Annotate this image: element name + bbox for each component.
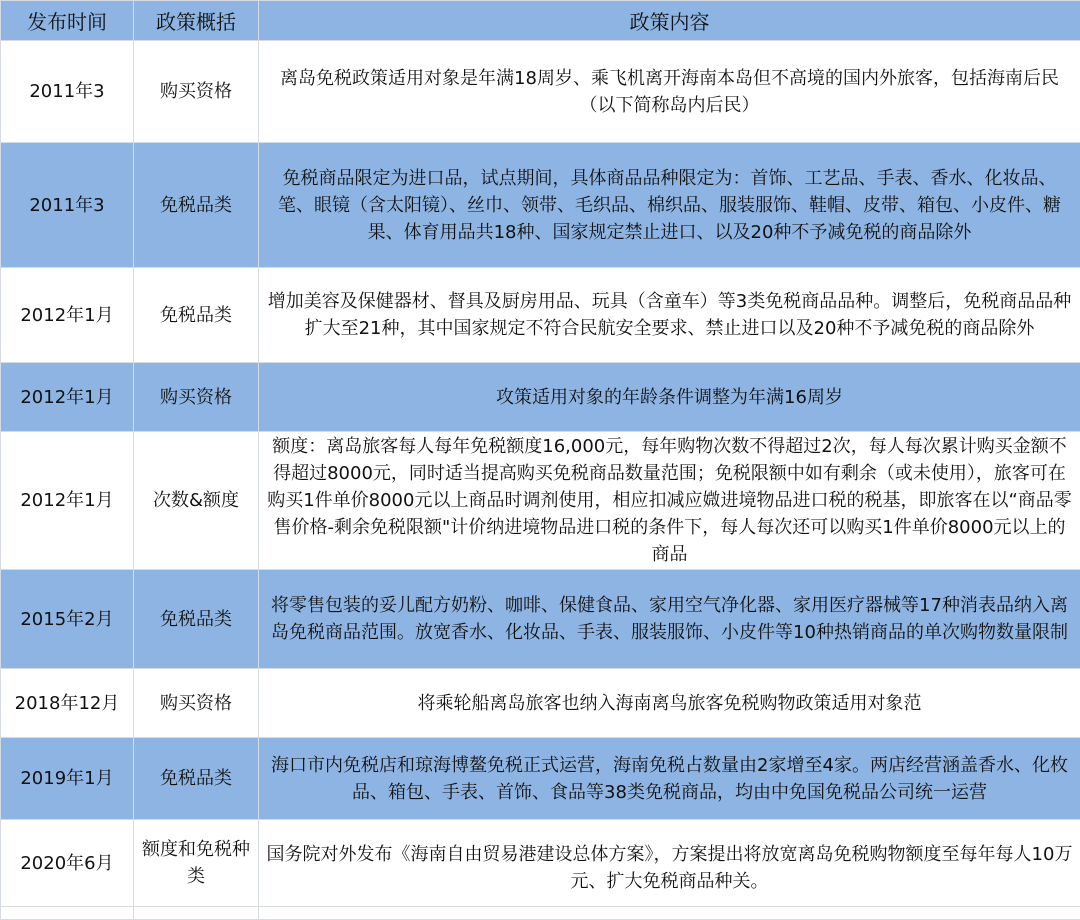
row-category: 购买资格 — [134, 41, 259, 143]
row-content: 将零售包装的妥儿配方奶粉、咖啡、保健食品、家用空气净化器、家用医疗器械等17种消表品纳入离岛免税商品范围。放宽香水、化妆品、手表、服装服饰、小皮件等10种热销商品的单次购物数量限制 — [259, 570, 1080, 669]
row-content: 增加美容及保健器材、督具及厨房用品、玩具（含童车）等3类免税商品品种。调整后，免税商品品种扩大至21种，其中国家规定不符合民航安全要求、禁止进口以及20种不予减免税的商品除外 — [259, 268, 1080, 363]
row-date-empty — [1, 907, 134, 920]
table-row — [1, 143, 1080, 268]
row-category: 免税品类 — [134, 738, 259, 820]
table-row-partial — [1, 907, 1080, 920]
table-row — [1, 738, 1080, 820]
row-category: 免税品类 — [134, 268, 259, 363]
row-category: 额度和免税种类 — [134, 820, 259, 907]
row-content: 国务院对外发布《海南自由贸易港建设总体方案》，方案提出将放宽离岛免税购物额度至每年每人10万元、扩大免税商品种关。 — [265, 841, 1074, 893]
row-category: 免税品类 — [134, 570, 259, 669]
row-date: 2019年1月 — [1, 738, 134, 820]
row-category: 次数&额度 — [134, 432, 259, 570]
row-date: 2015年2月 — [1, 570, 134, 669]
header-date: 发布时间 — [1, 1, 134, 41]
row-content-cell — [259, 820, 1080, 907]
header-content: 政策内容 — [259, 1, 1080, 41]
table-row — [1, 41, 1080, 143]
row-date: 2020年6月 — [1, 820, 134, 907]
row-category: 免税品类 — [134, 143, 259, 268]
table-row — [1, 268, 1080, 363]
row-category-empty — [134, 907, 259, 920]
table-row — [1, 432, 1080, 570]
row-category: 购买资格 — [134, 669, 259, 738]
row-category: 购买资格 — [134, 363, 259, 432]
row-date: 2011年3 — [1, 143, 134, 268]
row-content: 额度：离岛旅客每人每年免税额度16,000元，每年购物次数不得超过2次，每人每次累计购买金额不得超过8000元，同时适当提高购买免税商品数量范围；免税限额中如有剩余（或未使用），旅客可在购买1件单价8000元以上商品时调剂使用，相应扣减应媺进境物品进口税的税基，即旅客在以“商品零售价格-剩余免税限额"计价纳进境物品进口税的条件下，每人每次还可以购买1件单价8000元以上的商品 — [259, 432, 1080, 570]
row-date: 2012年1月 — [1, 268, 134, 363]
row-content: 离岛免税政策适用对象是年满18周岁、乘飞机离开海南本岛但不高境的国内外旅客，包括海南后民（以下简称岛内后民） — [259, 41, 1080, 143]
table-row — [1, 820, 1080, 907]
header-row — [1, 1, 1080, 41]
row-content: 将乘轮船离岛旅客也纳入海南离鸟旅客免税购物政策适用对象范 — [259, 669, 1080, 738]
table-row — [1, 363, 1080, 432]
table-row — [1, 570, 1080, 669]
row-date: 2018年12月 — [1, 669, 134, 738]
header-category: 政策概括 — [134, 1, 259, 41]
row-content-empty — [259, 907, 1080, 920]
row-date: 2012年1月 — [1, 363, 134, 432]
row-content: 免税商品限定为进口品，试点期间，具体商品品种限定为：首饰、工艺品、手表、香水、化妆品、笔、眼镜（含太阳镜）、丝巾、领带、毛织品、棉织品、服装服饰、鞋帽、皮带、箱包、小皮件、糖果、体育用品共18种、国家规定禁止进口、以及20种不予减免税的商品除外 — [259, 143, 1080, 268]
table-row — [1, 669, 1080, 738]
row-content: 海口市内免税店和琼海博鳌免税正式运营，海南免税占数量由2家增至4家。两店经营涵盖香水、化枚品、箱包、手表、首饰、食品等38类免税商品，均由中免国免税品公司统一运营 — [259, 738, 1080, 820]
row-content: 攻策适用对象的年龄条件调整为年满16周岁 — [259, 363, 1080, 432]
row-date: 2012年1月 — [1, 432, 134, 570]
row-date: 2011年3 — [1, 41, 134, 143]
